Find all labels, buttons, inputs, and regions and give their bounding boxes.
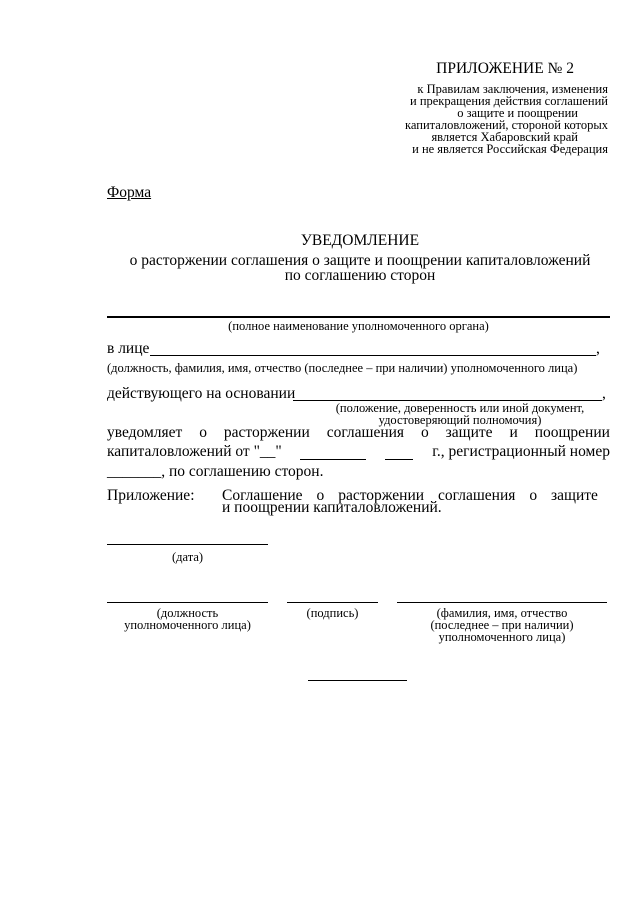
body-line-3-text: , по соглашению сторон.	[161, 463, 324, 480]
body-word: соглашения	[326, 424, 405, 441]
person-comma: ,	[596, 340, 600, 357]
name-caption-2: (последнее – при наличии)	[430, 618, 574, 632]
name-caption-1: (фамилия, имя, отчество	[436, 606, 568, 620]
basis-caption-2: удостоверяющий полномочия)	[378, 413, 542, 427]
notice-subtitle-2: по соглашению сторон	[284, 267, 436, 284]
body-year-blank	[385, 459, 413, 460]
body-word: защите	[445, 424, 493, 441]
basis-caption-1: (положение, доверенность или иной документ,	[335, 401, 585, 415]
name-caption-3: уполномоченного лица)	[438, 630, 566, 644]
body-day-blank: __	[259, 443, 276, 460]
body-word: о	[199, 424, 207, 441]
signature-caption: (подпись)	[306, 606, 359, 620]
person-prefix: в лице	[107, 340, 150, 357]
attachment-word: Соглашение	[222, 487, 303, 504]
appendix-line-3: о защите и поощрении	[457, 106, 578, 120]
attachment-word: защите	[551, 487, 598, 504]
body-line-3	[107, 463, 323, 481]
notice-title: УВЕДОМЛЕНИЕ	[300, 232, 420, 249]
body-line-2-end: г., регистрационный номер	[432, 443, 610, 460]
appendix-title: ПРИЛОЖЕНИЕ № 2	[436, 60, 574, 77]
attachment-label: Приложение:	[107, 487, 195, 504]
body-word: и	[509, 424, 518, 441]
person-caption: (должность, фамилия, имя, отчество (последнее – при наличии) уполномоченного лица)	[107, 361, 578, 375]
position-line	[107, 602, 268, 603]
basis-comma: ,	[602, 385, 606, 402]
name-line	[397, 602, 607, 603]
position-caption-1: (должность	[156, 606, 219, 620]
body-date-quote: "	[275, 443, 282, 460]
appendix-line-1: к Правилам заключения, изменения	[417, 82, 608, 96]
closing-divider	[308, 680, 407, 681]
body-registration-blank: _______	[107, 463, 162, 480]
body-date-prefix: капиталовложений от "	[107, 443, 260, 460]
form-label: Форма	[107, 184, 152, 201]
attachment-word: о	[529, 487, 538, 504]
date-caption: (дата)	[171, 550, 204, 564]
date-line	[107, 544, 268, 545]
appendix-line-6: и не является Российская Федерация	[412, 142, 608, 156]
authority-line	[107, 316, 610, 318]
attachment-word: соглашения	[438, 487, 516, 504]
appendix-line-5: является Хабаровский край	[431, 130, 578, 144]
body-word: поощрении	[534, 424, 610, 441]
body-word: о	[420, 424, 429, 441]
person-line	[150, 355, 596, 356]
body-line-1	[107, 424, 610, 442]
appendix-line-4: капиталовложений, стороной которых	[405, 118, 608, 132]
position-caption-2: уполномоченного лица)	[124, 618, 251, 632]
basis-prefix: действующего на основании	[107, 385, 296, 402]
authority-caption: (полное наименование уполномоченного органа)	[228, 319, 489, 333]
body-word: уведомляет	[107, 424, 183, 441]
signature-line	[287, 602, 378, 603]
body-month-blank	[300, 459, 366, 460]
appendix-line-2: и прекращения действия соглашений	[410, 94, 608, 108]
attachment-word: расторжении	[338, 487, 425, 504]
appendix-block	[380, 60, 608, 155]
body-line-2-start	[107, 443, 282, 461]
notice-subtitle-1: о расторжении соглашения о защите и поощрении капиталовложений	[129, 252, 591, 269]
body-word: расторжении	[223, 424, 310, 441]
attachment-word: о	[316, 487, 325, 504]
attachment-line-2: и поощрении капиталовложений.	[222, 499, 442, 516]
